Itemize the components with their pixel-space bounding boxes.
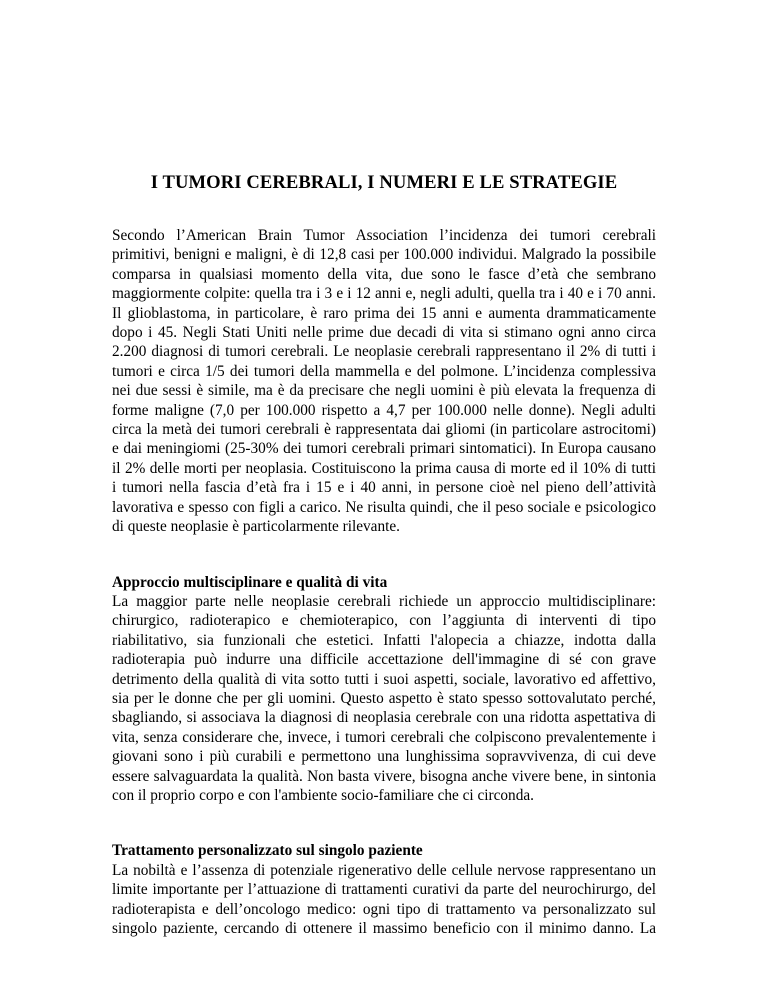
text-line: primitivi, benigni e maligni, è di 12,8 casi per 100.000 individui. Malgrado la possibile: [112, 246, 656, 264]
text-line: sbagliando, si associava la diagnosi di neoplasia cerebrale con una ridotta aspettativa di: [112, 709, 656, 727]
text-line: tumori e circa 1/5 dei tumori della mammella e del polmone. L’incidenza complessiva: [112, 362, 656, 380]
section-multidisciplinary: [112, 573, 656, 806]
text-line: Il glioblastoma, in particolare, è raro prima dei 15 anni e aumenta drammaticamente: [112, 304, 656, 322]
text-line: Secondo l’American Brain Tumor Association l’incidenza dei tumori cerebrali: [112, 227, 656, 244]
text-line: essere salvaguardata la qualità. Non basta vivere, bisogna anche vivere bene, in sintonia: [112, 767, 656, 785]
text-line: detrimento della qualità di vita sotto tutti i suoi aspetti, sociale, lavorativo ed affettivo,: [112, 670, 656, 688]
text-line: nei due sessi è simile, ma è da precisare che negli uomini è più elevata la frequenza di: [112, 382, 656, 400]
text-line: radioterapista e dell’oncologo medico: ogni tipo di trattamento va personalizzato sul: [112, 900, 656, 918]
text-line: il 2% delle morti per neoplasia. Costituiscono la prima causa di morte ed il 10% di tutti: [112, 459, 656, 477]
text-line: comparsa in qualsiasi momento della vita, due sono le fasce d’età che sembrano: [112, 265, 656, 283]
text-line: chirurgico, radioterapico e chemioterapico, con l’aggiunta di interventi di tipo: [112, 612, 656, 630]
document-title: I TUMORI CEREBRALI, I NUMERI E LE STRATEGIE: [150, 172, 618, 193]
text-line: limite importante per l’attuazione di trattamenti curativi da parte del neurochirurgo, del: [112, 881, 656, 899]
section-personalized-treatment: [112, 841, 656, 958]
text-line: i tumori nella fascia d’età fra i 15 e i 40 anni, in persone cioè nel pieno dell’attività: [112, 479, 656, 497]
text-line: maggiormente colpite: quella tra i 3 e i 12 anni e, negli adulti, quella tra i 40 e i 70 anni.: [112, 285, 656, 303]
text-line: giovani sono i più curabili e permettono una lunghissima sopravvivenza, di cui deve: [112, 748, 656, 766]
intro-paragraph: [112, 226, 656, 537]
text-line: 2.200 diagnosi di tumori cerebrali. Le neoplasie cerebrali rappresentano il 2% di tutti i: [112, 343, 656, 361]
text-line: singolo paziente, cercando di ottenere il massimo beneficio con il minimo danno. La: [112, 920, 656, 937]
text-line: La nobiltà e l’assenza di potenziale rigenerativo delle cellule nervose rappresentano un: [112, 861, 656, 879]
text-line: riabilitativo, sia funzionali che estetici. Infatti l'alopecia a chiazze, indotta dalla: [112, 631, 656, 649]
text-line: vita, senza considerare che, invece, i tumori cerebrali che colpiscono prevalentemente i: [112, 728, 656, 746]
text-line: radioterapia può indurre una difficile accettazione dell'immagine di sé con grave: [112, 651, 656, 669]
text-line: forme maligne (7,0 per 100.000 rispetto a 4,7 per 100.000 nelle donne). Negli adulti: [112, 401, 656, 419]
text-line: circa la metà dei tumori cerebrali è rappresentata dai gliomi (in particolare astrocitomi): [112, 421, 656, 439]
text-line: sia per le donne che per gli uomini. Questo aspetto è stato spesso sottovalutato perché,: [112, 689, 656, 707]
section-heading: Approccio multisciplinare e qualità di vita: [112, 573, 388, 591]
section-heading: Trattamento personalizzato sul singolo paziente: [112, 842, 423, 860]
text-line: lavorativa e spesso con figli a carico. Ne risulta quindi, che il peso sociale e psicologico: [112, 498, 656, 516]
text-line: La maggior parte nelle neoplasie cerebrali richiede un approccio multidisciplinare:: [112, 592, 656, 610]
text-line: di queste neoplasie è particolarmente rilevante.: [112, 518, 400, 536]
text-line: dopo i 45. Negli Stati Uniti nelle prime due decadi di vita si stimano ogni anno circa: [112, 324, 656, 342]
text-line: e dai meningiomi (25-30% dei tumori cerebrali primari sintomatici). In Europa causano: [112, 440, 656, 458]
text-line: con il proprio corpo e con l'ambiente socio-familiare che ci circonda.: [112, 786, 534, 804]
